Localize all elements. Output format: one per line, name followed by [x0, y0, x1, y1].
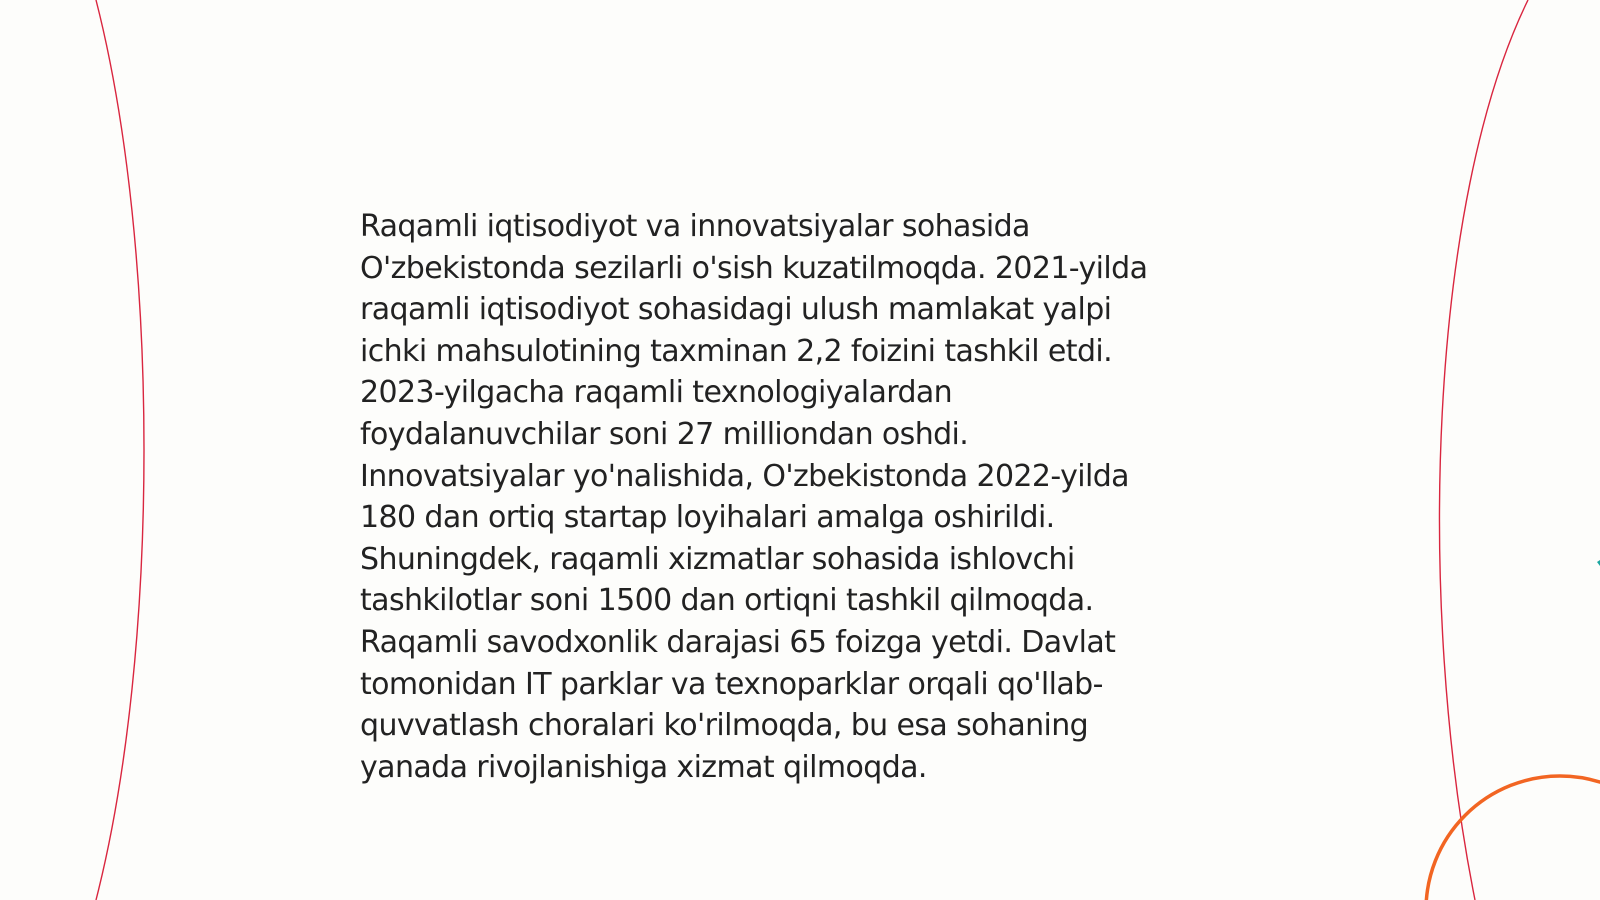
- left-curve-line: [96, 0, 144, 900]
- accent-circle: [1426, 776, 1600, 900]
- right-curve-line: [1439, 0, 1528, 900]
- body-paragraph: Raqamli iqtisodiyot va innovatsiyalar sohasida O'zbekistonda sezilarli o'sish kuzatilmoqda. 2021-yilda raqamli iqtisodiyot sohasidagi ulush mamlakat yalpi ichki mahsulotining taxminan 2,2 foizini tashkil etdi. 2023-yilgacha raqamli texnologiyalardan foydalanuvchilar soni 27 milliondan oshdi. Innovatsiyalar yo'nalishida, O'zbekistonda 2022-yilda 180 dan ortiq startap loyihalari amalga oshirildi. Shuningdek, raqamli xizmatlar sohasida ishlovchi tashkilotlar soni 1500 dan ortiqni tashkil qilmoqda. Raqamli savodxonlik darajasi 65 foizga yetdi. Davlat tomonidan IT parklar va texnoparklar orqali qo'llab- quvvatlash choralari ko'rilmoqda, bu esa sohaning yanada rivojlanishiga xizmat qilmoqda.: [360, 209, 1148, 785]
